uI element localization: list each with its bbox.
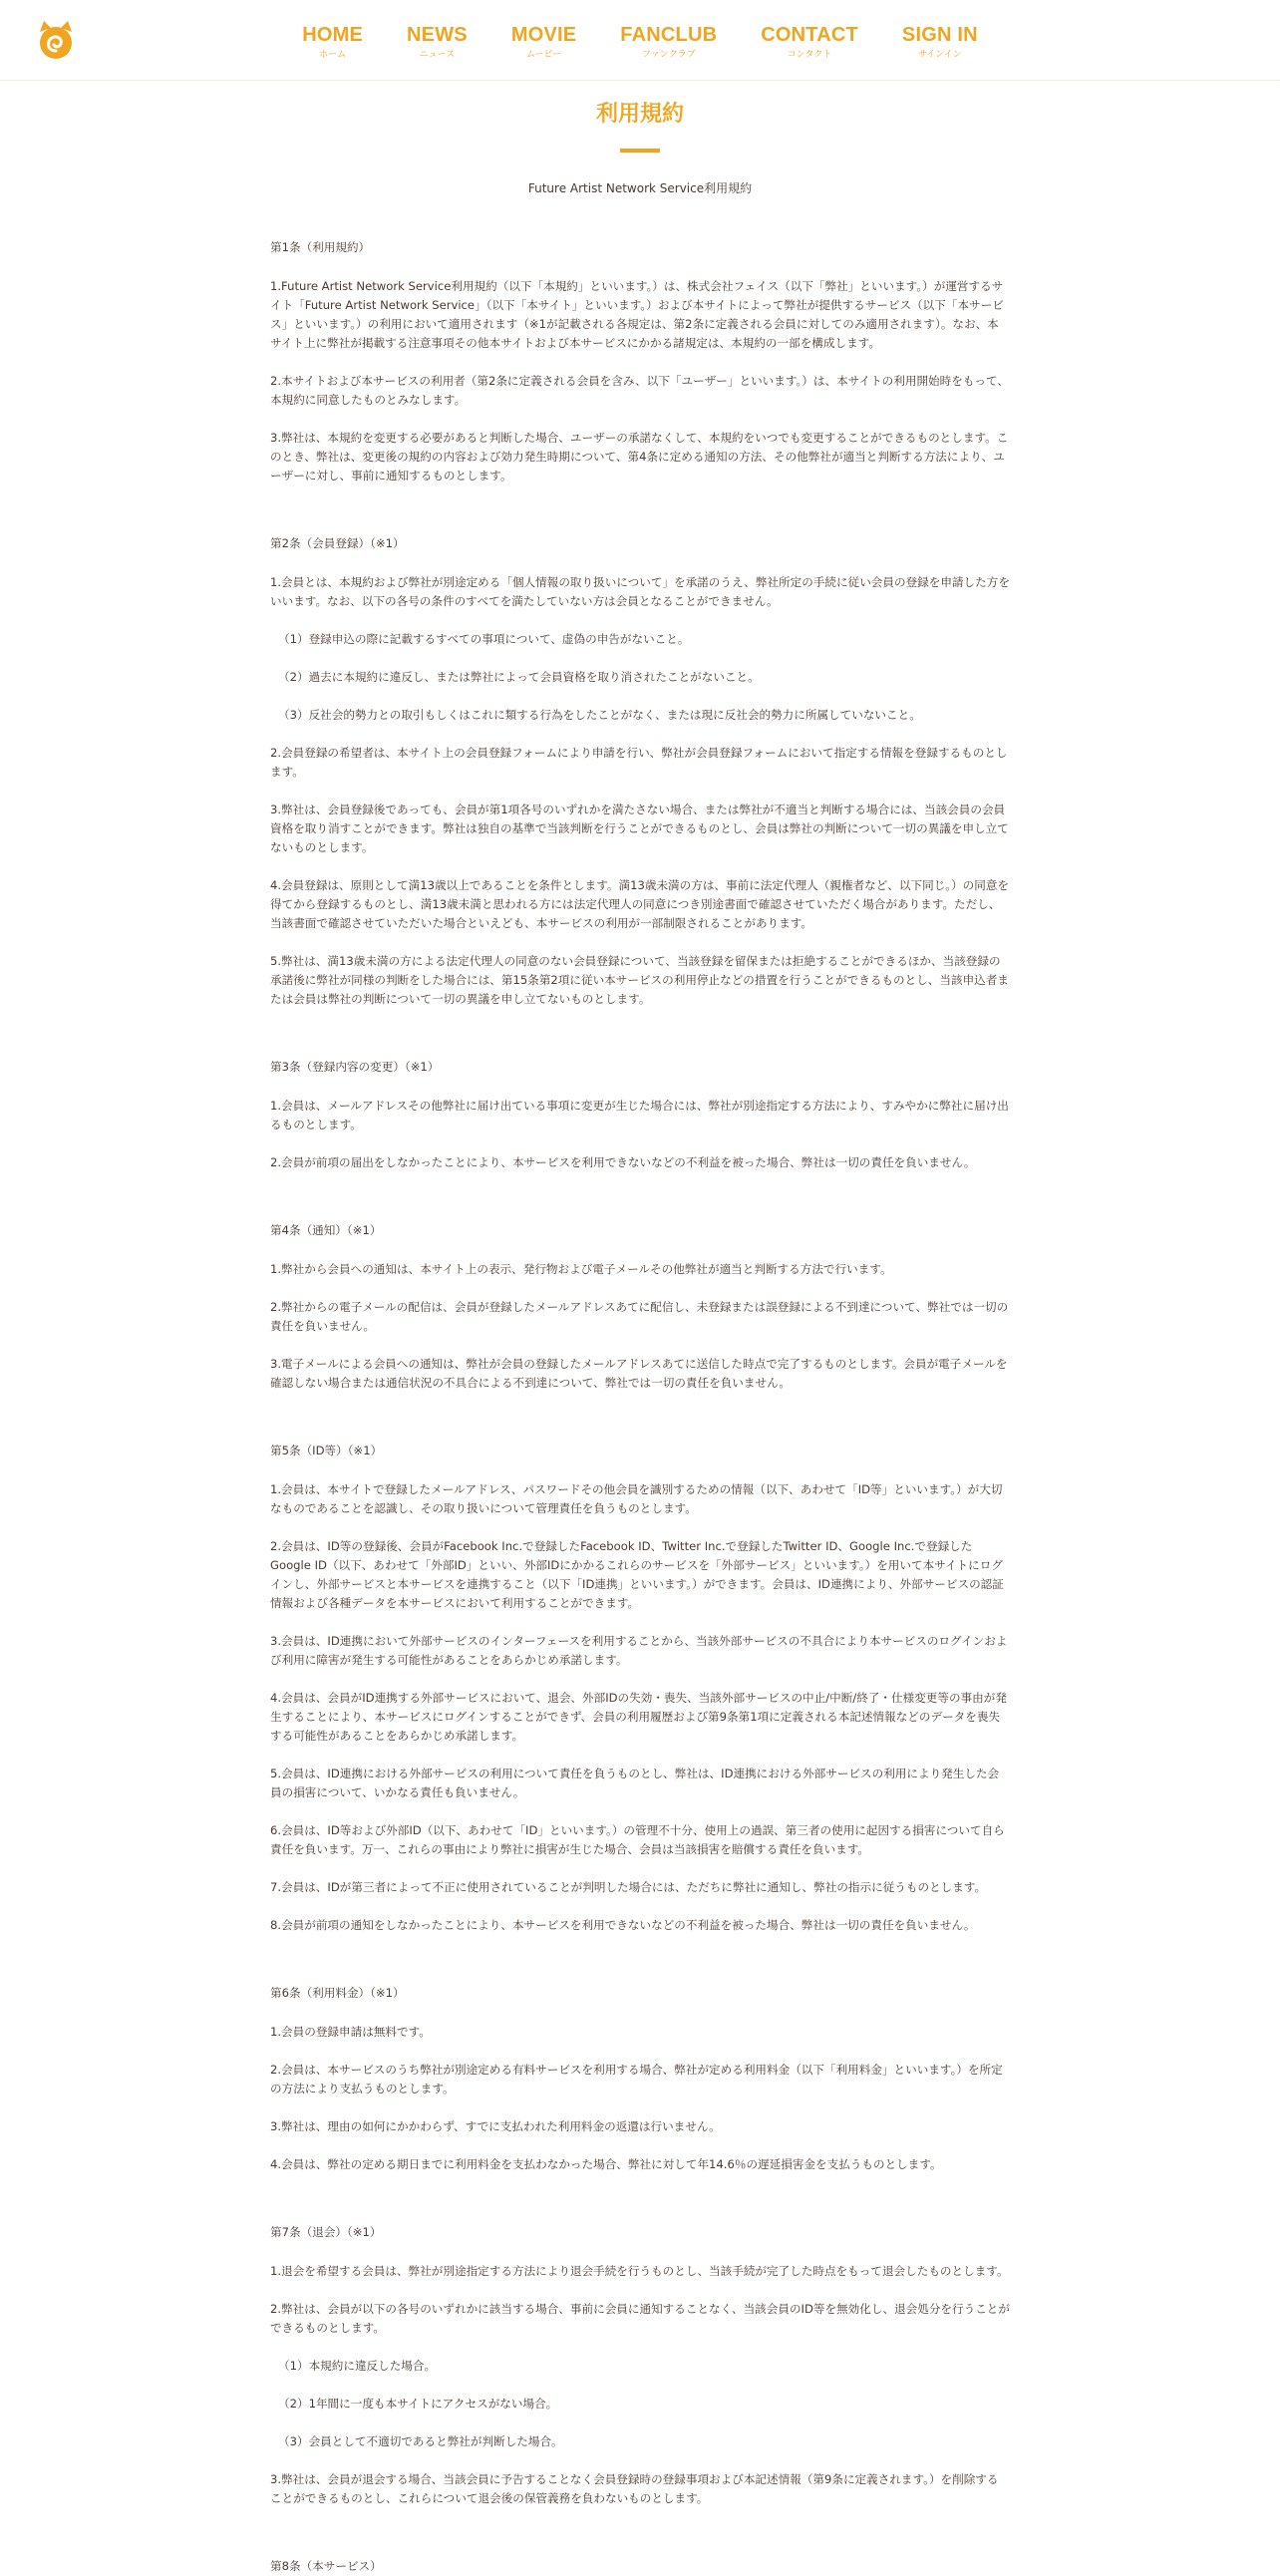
article-paragraph: 2.会員は、ID等の登録後、会員がFacebook Inc.で登録したFacebook ID、Twitter Inc.で登録したTwitter ID、Google Inc.で登録したGoogle ID（以下、あわせて「外部ID」といい、外部IDにかかるこれらのサービスを「外部サービス」といいます。）を用いて本サイトにログインし、外部サービスと本サービスを連携すること（以下「ID連携」といいます。）ができます。会員は、ID連携により、外部サービスの認証情報および各種データを本サービスにおいて利用することができます。: [270, 1539, 1004, 1610]
article-section: [270, 1221, 1010, 1393]
article-paragraph: 1.退会を希望する会員は、弊社が別途指定する方法により退会手続を行うものとし、当該手続が完了した時点をもって退会したものとします。: [270, 2264, 1009, 2278]
section-spacer: [270, 2193, 1010, 2223]
article-paragraph: 1.会員とは、本規約および弊社が別途定める「個人情報の取り扱いについて」を承諾のうえ、弊社所定の手続に従い会員の登録を申請した方をいいます。なお、以下の各号の条件のすべてを満たしていない方は会員となることができません。: [270, 575, 1010, 608]
article-section: [270, 1984, 1010, 2174]
nav-sublabel: ホーム: [319, 50, 347, 60]
nav-item-fanclub[interactable]: [620, 24, 717, 60]
article-section: [270, 534, 1010, 1009]
nav-label: MOVIE: [510, 24, 577, 46]
article-heading: 第7条（退会）（※1）: [270, 2225, 382, 2239]
nav-sublabel: ニュース: [419, 50, 456, 60]
nav-sublabel: ムービー: [525, 50, 562, 60]
article-paragraph: 5.会員は、ID連携における外部サービスの利用について責任を負うものとし、弊社は、ID連携における外部サービスの利用により発生した会員の損害について、いかなる責任も負いません。: [270, 1767, 1000, 1799]
title-underline: [620, 149, 660, 153]
nav-label: CONTACT: [761, 24, 858, 46]
section-spacer: [270, 1954, 1010, 1984]
nav-label: SIGN IN: [901, 24, 978, 46]
article-paragraph: 4.会員登録は、原則として満13歳以上であることを条件とします。満13歳未満の方は、事前に法定代理人（親権者など、以下同じ。）の同意を得てから登録するものとし、満13歳未満と思われる方には法定代理人の同意につき別途書面で確認させていただく場合があります。ただし、当該書面で確認させていただいた場合といえども、本サービスの利用が一部制限されることがあります。: [270, 878, 1010, 930]
page-title: 利用規約: [595, 102, 684, 127]
article-paragraph: 3.弊社は、本規約を変更する必要があると判断した場合、ユーザーの承諾なくして、本規約をいつでも変更することができるものとします。このとき、弊社は、変更後の規約の内容および効力発生時期について、第4条に定める通知の方法、その他弊社が適当と判断する方法により、ユーザーに対し、事前に通知するものとします。: [270, 431, 1009, 483]
article-list-item: （1）本規約に違反した場合。: [278, 2359, 437, 2373]
article-list-item: （1）登録申込の際に記載するすべての事項について、虚偽の申告がないこと。: [278, 632, 690, 646]
article-paragraph: 3.弊社は、理由の如何にかかわらず、すでに支払われた利用料金の返還は行いません。: [270, 2119, 721, 2133]
article-paragraph: 3.電子メールによる会員への通知は、弊社が会員の登録したメールアドレスあてに送信した時点で完了するものとします。会員が電子メールを確認しない場合または通信状況の不具合による不到達について、弊社では一切の責任を負いません。: [270, 1357, 1008, 1390]
nav-item-home[interactable]: [302, 24, 363, 60]
nav-item-news[interactable]: [407, 24, 468, 60]
article-paragraph: 4.会員は、会員がID連携する外部サービスにおいて、退会、外部IDの失効・喪失、当該外部サービスの中止/中断/終了・仕様変更等の事由が発生することにより、本サービスにログインすることができず、会員の利用履歴および第9条第1項に定義される本記述情報などのデータを喪失する可能性があることをあらかじめ承諾します。: [270, 1691, 1007, 1743]
article-list-item: （2）1年間に一度も本サイトにアクセスがない場合。: [278, 2397, 558, 2411]
article-heading: 第3条（登録内容の変更）（※1）: [270, 1060, 440, 1074]
section-spacer: [270, 1191, 1010, 1221]
nav-label: NEWS: [407, 24, 468, 46]
article-paragraph: 2.会員が前項の届出をしなかったことにより、本サービスを利用できないなどの不利益を被った場合、弊社は一切の責任を負いません。: [270, 1155, 976, 1169]
article-heading: 第1条（利用規約）: [270, 240, 371, 254]
article-paragraph: 3.弊社は、会員が退会する場合、当該会員に予告することなく会員登録時の登録事項および本記述情報（第9条に定義されます。）を削除することができるものとし、これらについて退会後の保管義務を負わないものとします。: [270, 2472, 999, 2505]
article-paragraph: 1.会員は、メールアドレスその他弊社に届け出ている事項に変更が生じた場合には、弊社が別途指定する方法により、すみやかに弊社に届け出るものとします。: [270, 1099, 1009, 1131]
section-spacer: [270, 1412, 1010, 1442]
main-nav: [0, 24, 1280, 60]
terms-body: [270, 238, 1010, 2576]
article-paragraph: 2.会員登録の希望者は、本サイト上の会員登録フォームにより申請を行い、弊社が会員登録フォームにおいて指定する情報を登録するものとします。: [270, 746, 1008, 779]
article-paragraph: 1.弊社から会員への通知は、本サイト上の表示、発行物および電子メールその他弊社が適当と判断する方法で行います。: [270, 1262, 892, 1276]
article-paragraph: 2.弊社は、会員が以下の各号のいずれかに該当する場合、事前に会員に通知することなく、当該会員のID等を無効化し、退会処分を行うことができるものとします。: [270, 2302, 1010, 2335]
main-content: [270, 101, 1010, 2576]
article-list-item: （3）会員として不適切であると弊社が判断した場合。: [278, 2434, 563, 2448]
article-heading: 第8条（本サービス）: [270, 2559, 382, 2573]
article-paragraph: 5.弊社は、満13歳未満の方による法定代理人の同意のない会員登録について、当該登録を留保または拒絶することができるほか、当該登録の承諾後に弊社が同様の判断をした場合には、第15条第2項に従い本サービスの利用停止などの措置を行うことができるものとし、当該申込者または会員は弊社の判断について一切の異議を申し立てないものとします。: [270, 954, 1009, 1006]
article-paragraph: 8.会員が前項の通知をしなかったことにより、本サービスを利用できないなどの不利益を被った場合、弊社は一切の責任を負いません。: [270, 1918, 976, 1932]
nav-sublabel: コンタクト: [787, 50, 832, 60]
section-spacer: [270, 504, 1010, 534]
article-heading: 第5条（ID等）（※1）: [270, 1444, 383, 1457]
article-paragraph: 2.弊社からの電子メールの配信は、会員が登録したメールアドレスあてに配信し、未登録または誤登録による不到達について、弊社では一切の責任を負いません。: [270, 1300, 1009, 1333]
page-subtitle: Future Artist Network Service利用規約: [527, 181, 753, 195]
article-heading: 第4条（通知）（※1）: [270, 1223, 382, 1237]
article-heading: 第2条（会員登録）（※1）: [270, 536, 405, 550]
section-spacer: [270, 2527, 1010, 2557]
nav-item-movie[interactable]: [511, 24, 576, 60]
article-paragraph: 1.会員の登録申請は無料です。: [270, 2025, 431, 2039]
site-header: [0, 0, 1280, 81]
article-list-item: （3）反社会的勢力との取引もしくはこれに類する行為をしたことがなく、または現に反社会的勢力に所属していないこと。: [278, 708, 921, 722]
nav-sublabel: ファンクラブ: [641, 50, 696, 60]
article-paragraph: 1.会員は、本サイトで登録したメールアドレス、パスワードその他会員を識別するための情報（以下、あわせて「ID等」といいます。）が大切なものであることを認識し、その取り扱いについて管理責任を負うものとします。: [270, 1482, 1003, 1515]
article-paragraph: 6.会員は、ID等および外部ID（以下、あわせて「ID」といいます。）の管理不十分、使用上の過誤、第三者の使用に起因する損害について自ら責任を負います。万一、これらの事由により弊社に損害が生じた場合、会員は当該損害を賠償する責任を負います。: [270, 1823, 1005, 1856]
section-spacer: [270, 1028, 1010, 1058]
nav-item-sign-in[interactable]: [902, 24, 978, 60]
article-paragraph: 2.本サイトおよび本サービスの利用者（第2条に定義される会員を含み、以下「ユーザー」といいます。）は、本サイトの利用開始時をもって、本規約に同意したものとみなします。: [270, 374, 1009, 407]
nav-item-contact[interactable]: [761, 24, 858, 60]
article-list-item: （2）過去に本規約に違反し、または弊社によって会員資格を取り消されたことがないこと。: [278, 670, 760, 684]
nav-sublabel: サインイン: [917, 50, 962, 60]
article-paragraph: 3.弊社は、会員登録後であっても、会員が第1項各号のいずれかを満たさない場合、または弊社が不適当と判断する場合には、当該会員の会員資格を取り消すことができます。弊社は独自の基準で当該判断を行うことができるものとし、会員は弊社の判断について一切の異議を申し立てないものとします。: [270, 803, 1009, 854]
article-section: [270, 1442, 1010, 1935]
article-heading: 第6条（利用料金）（※1）: [270, 1986, 405, 2000]
article-paragraph: 4.会員は、弊社の定める期日までに利用料金を支払わなかった場合、弊社に対して年14.6％の遅延損害金を支払うものとします。: [270, 2157, 942, 2171]
nav-label: HOME: [302, 24, 364, 46]
article-paragraph: 2.会員は、本サービスのうち弊社が別途定める有料サービスを利用する場合、弊社が定める利用料金（以下「利用料金」といいます。）を所定の方法により支払うものとします。: [270, 2063, 1003, 2095]
article-paragraph: 3.会員は、ID連携において外部サービスのインターフェースを利用することから、当該外部サービスの不具合により本サービスのログインおよび利用に障害が発生する可能性があることをあらかじめ承諾します。: [270, 1634, 1008, 1667]
article-section: [270, 1058, 1010, 1172]
article-paragraph: 7.会員は、IDが第三者によって不正に使用されていることが判明した場合には、ただちに弊社に通知し、弊社の指示に従うものとします。: [270, 1880, 987, 1894]
article-paragraph: 1.Future Artist Network Service利用規約（以下「本規約」といいます。）は、株式会社フェイス（以下「弊社」といいます。）が運営するサイト「Future Artist Network Service」（以下「本サイト」といいます。）および本サイトによって弊社が提供するサービス（以下「本サービス」といいます。）の利用において適用されます（※1が記載される各規定は、第2条に定義される会員に対してのみ適用されます）。なお、本サイト上に弊社が掲載する注意事項その他本サイトおよび本サービスにかかる諸規定は、本規約の一部を構成します。: [270, 279, 1004, 350]
nav-label: FANCLUB: [620, 24, 718, 46]
article-section: [270, 2223, 1010, 2508]
article-section: [270, 238, 1010, 485]
